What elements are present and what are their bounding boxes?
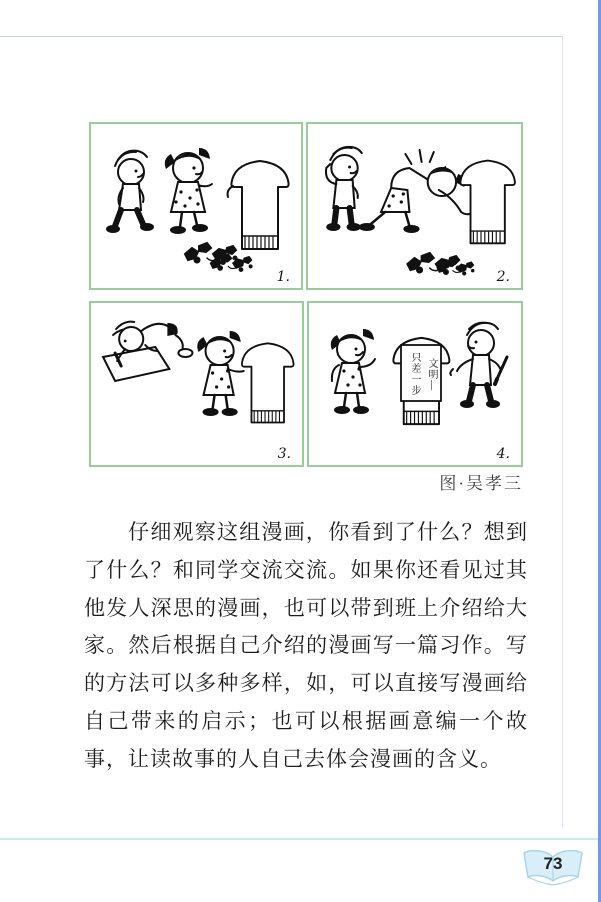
page-number: 73	[543, 854, 563, 873]
panel-4-number: 4.	[496, 446, 510, 462]
page-number-badge	[520, 847, 586, 893]
comic-panel-4	[307, 301, 523, 467]
exercise-instructions-text: 仔细观察这组漫画，你看到了什么？想到了什么？和同学交流交流。如果你还看见过其他发人深思的漫画，也可以带到班上介绍给大家。然后根据自己介绍的漫画写一篇习作。写的方法可以多种多样，如，可以直接写漫画给自己带来的启示；也可以根据画意编一个故事，让读故事的人自己去体会漫画的含义。	[84, 520, 528, 771]
bottom-rule-line	[0, 838, 601, 840]
comic-panel-2-illustration	[308, 124, 521, 288]
sign-column-2: 只差一步	[409, 352, 420, 396]
inner-right-rule-line	[562, 36, 563, 827]
civility-sign-text	[402, 347, 440, 401]
panel-3-number: 3.	[277, 446, 291, 462]
illustrator-credit: 图·吴孝三	[439, 474, 523, 493]
comic-panel-3-illustration	[91, 303, 302, 465]
panel-2-number: 2.	[496, 269, 510, 285]
sign-column-1: 文明—	[426, 357, 437, 391]
top-rule-line	[0, 36, 563, 37]
comic-panel-2	[306, 122, 523, 290]
comic-panel-3	[89, 301, 304, 467]
comic-panel-1	[89, 122, 303, 290]
comic-panel-1-illustration	[91, 124, 301, 288]
panel-1-number: 1.	[276, 269, 290, 285]
